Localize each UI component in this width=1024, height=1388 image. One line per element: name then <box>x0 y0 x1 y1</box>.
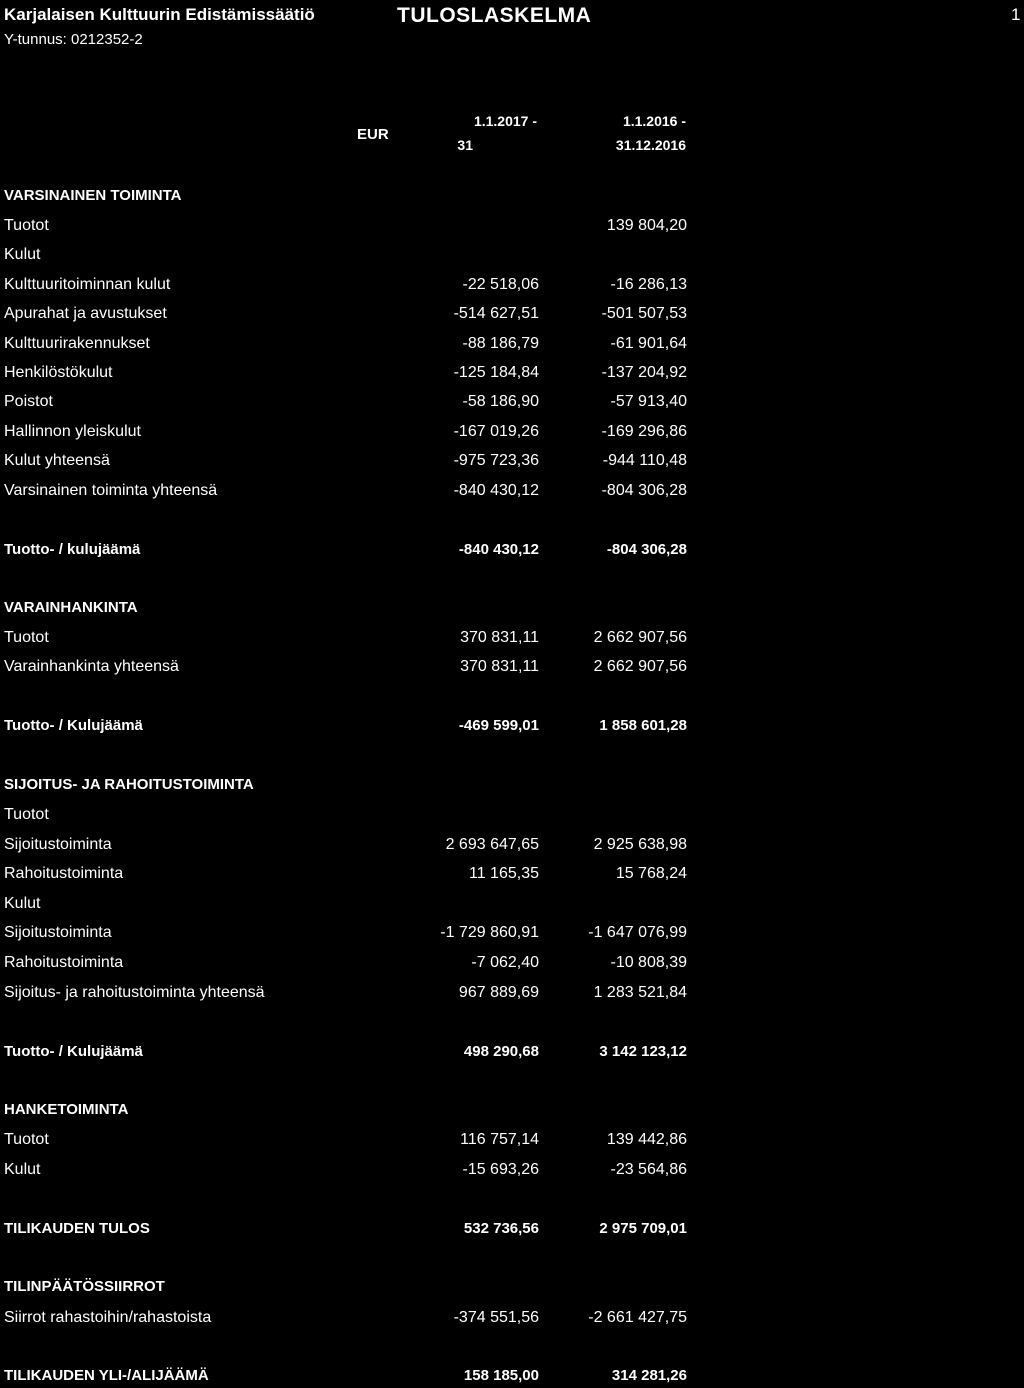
currency-label: EUR <box>357 126 389 143</box>
value-2017: -7 062,40 <box>471 954 539 971</box>
value-2016: 2 662 907,56 <box>593 658 687 675</box>
column-header-current-period-end: 31 <box>457 137 473 153</box>
value-2017: -58 186,90 <box>462 393 539 410</box>
value-2017: -514 627,51 <box>453 305 539 322</box>
row-label: VARAINHANKINTA <box>4 599 138 616</box>
organization-name: Karjalaisen Kulttuurin Edistämissäätiö <box>4 5 315 24</box>
value-2016: -1 647 076,99 <box>588 924 687 941</box>
business-id: Y-tunnus: 0212352-2 <box>4 31 143 48</box>
row-label: Tuotot <box>4 1131 49 1148</box>
page-number: 1 <box>1011 5 1021 24</box>
row-label: Kulut <box>4 1161 41 1178</box>
value-2017: -469 599,01 <box>458 717 539 734</box>
row-label: Apurahat ja avustukset <box>4 305 167 322</box>
value-2017: 532 736,56 <box>463 1220 539 1237</box>
value-2016: -57 913,40 <box>610 393 687 410</box>
value-2017: 116 757,14 <box>460 1131 539 1148</box>
value-2016: 139 804,20 <box>606 217 687 234</box>
row-label: Poistot <box>4 393 53 410</box>
value-2016: -16 286,13 <box>610 276 687 293</box>
row-label: Tuotto- / kulujäämä <box>4 541 141 558</box>
value-2016: -804 306,28 <box>606 541 687 558</box>
value-2016: -501 507,53 <box>601 305 687 322</box>
value-2016: 1 283 521,84 <box>593 984 687 1001</box>
column-header-previous-period-start: 1.1.2016 - <box>622 113 686 129</box>
value-2016: -169 296,86 <box>601 423 687 440</box>
row-label: Tuotot <box>4 629 49 646</box>
row-label: SIJOITUS- JA RAHOITUSTOIMINTA <box>4 776 254 793</box>
row-label: Kulut <box>4 246 41 263</box>
row-label: Varsinainen toiminta yhteensä <box>4 482 218 499</box>
value-2017: 158 185,00 <box>463 1367 539 1384</box>
row-label: VARSINAINEN TOIMINTA <box>4 187 182 204</box>
value-2017: 967 889,69 <box>458 984 539 1001</box>
value-2016: 2 925 638,98 <box>593 836 687 853</box>
row-label: Henkilöstökulut <box>4 364 113 381</box>
row-label: Hallinnon yleiskulut <box>4 423 141 440</box>
value-2017: 11 165,35 <box>469 865 539 882</box>
value-2016: -10 808,39 <box>610 954 687 971</box>
value-2016: -23 564,86 <box>610 1161 687 1178</box>
value-2017: 498 290,68 <box>463 1043 539 1060</box>
row-label: Kulttuuritoiminnan kulut <box>4 276 171 293</box>
row-label: HANKETOIMINTA <box>4 1101 129 1118</box>
value-2016: -137 204,92 <box>601 364 687 381</box>
value-2016: 2 662 907,56 <box>593 629 687 646</box>
row-label: Varainhankinta yhteensä <box>4 658 179 675</box>
row-label: Sijoitustoiminta <box>4 836 112 853</box>
value-2016: 139 442,86 <box>606 1131 687 1148</box>
row-label: Tuotto- / Kulujäämä <box>4 717 143 734</box>
row-label: Rahoitustoiminta <box>4 954 124 971</box>
row-label: Siirrot rahastoihin/rahastoista <box>4 1309 212 1326</box>
column-header-previous-period-end: 31.12.2016 <box>615 137 686 153</box>
row-label: TILIKAUDEN TULOS <box>4 1220 150 1237</box>
value-2016: -944 110,48 <box>602 452 687 469</box>
value-2017: 370 831,11 <box>460 629 539 646</box>
value-2017: -840 430,12 <box>453 482 539 499</box>
value-2017: -975 723,36 <box>453 452 539 469</box>
row-label: TILINPÄÄTÖSSIIRROT <box>4 1278 165 1295</box>
value-2016: 3 142 123,12 <box>599 1043 687 1060</box>
value-2016: 314 281,26 <box>611 1367 687 1384</box>
row-label: Kulut yhteensä <box>4 452 110 469</box>
value-2017: -840 430,12 <box>458 541 539 558</box>
value-2016: 2 975 709,01 <box>599 1220 687 1237</box>
value-2016: 15 768,24 <box>615 865 687 882</box>
row-label: Tuotot <box>4 217 49 234</box>
row-label: Tuotot <box>4 806 49 823</box>
row-label: Tuotto- / Kulujäämä <box>4 1043 143 1060</box>
row-label: Kulut <box>4 895 41 912</box>
value-2017: -1 729 860,91 <box>440 924 539 941</box>
value-2016: -804 306,28 <box>601 482 687 499</box>
row-label: Sijoitustoiminta <box>4 924 112 941</box>
value-2017: -125 184,84 <box>453 364 539 381</box>
column-header-current-period-start: 1.1.2017 - <box>473 113 537 129</box>
row-label: Kulttuurirakennukset <box>4 335 150 352</box>
value-2017: 370 831,11 <box>460 658 539 675</box>
value-2017: -88 186,79 <box>462 335 539 352</box>
row-label: Sijoitus- ja rahoitustoiminta yhteensä <box>4 984 265 1001</box>
row-label: TILIKAUDEN YLI-/ALIJÄÄMÄ <box>4 1367 209 1384</box>
value-2017: -167 019,26 <box>453 423 539 440</box>
row-label: Rahoitustoiminta <box>4 865 124 882</box>
value-2017: -15 693,26 <box>462 1161 539 1178</box>
value-2017: -22 518,06 <box>462 276 539 293</box>
value-2016: -2 661 427,75 <box>588 1309 687 1326</box>
page-title: TULOSLASKELMA <box>397 4 592 27</box>
value-2017: 2 693 647,65 <box>445 836 539 853</box>
value-2017: -374 551,56 <box>453 1309 539 1326</box>
value-2016: -61 901,64 <box>610 335 687 352</box>
value-2016: 1 858 601,28 <box>599 717 687 734</box>
